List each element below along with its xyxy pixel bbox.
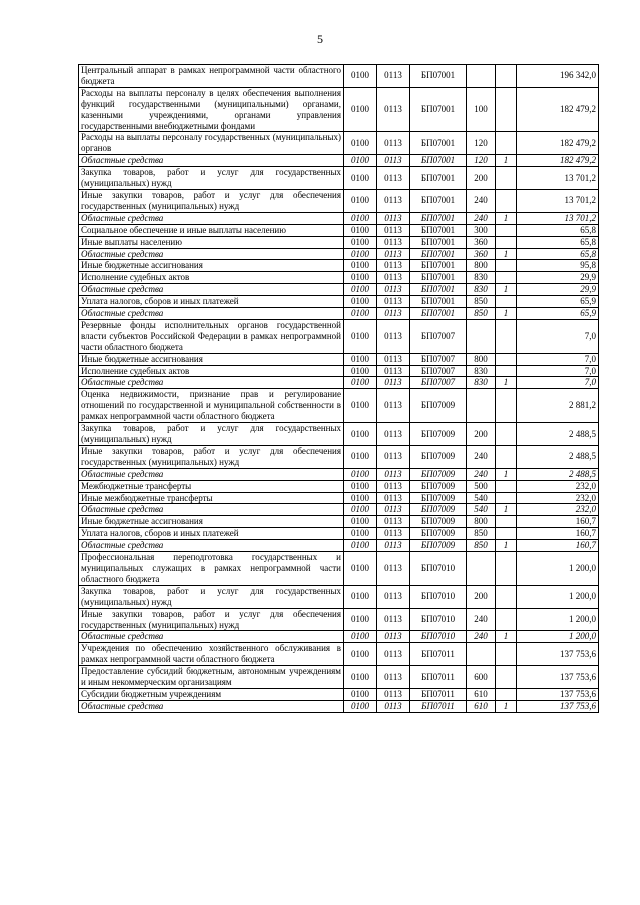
subsection-code-cell: 0113 — [377, 528, 410, 540]
table-row — [79, 423, 599, 446]
page-number: 5 — [317, 32, 323, 46]
expense-type-cell: 850 — [467, 308, 496, 320]
section-code-cell: 0100 — [344, 319, 377, 353]
expense-type-cell: 240 — [467, 189, 496, 212]
expense-name-cell: Областные средства — [79, 468, 344, 480]
expense-type-cell: 800 — [467, 516, 496, 528]
expense-name-cell: Резервные фонды исполнительных органов государственной власти субъектов Российской Федерации в рамках непрограммной части областного бюджета — [79, 319, 344, 353]
source-code-cell — [496, 688, 517, 700]
target-article-cell: БП07007 — [410, 365, 467, 377]
expense-name-cell: Иные закупки товаров, работ и услуг для обеспечения государственных (муниципальных) нужд — [79, 189, 344, 212]
source-code-cell: 1 — [496, 700, 517, 712]
table-row — [79, 492, 599, 504]
expense-name-cell: Иные бюджетные ассигнования — [79, 353, 344, 365]
amount-cell: 13 701,2 — [517, 189, 599, 212]
subsection-code-cell: 0113 — [377, 272, 410, 284]
source-code-cell — [496, 666, 517, 689]
source-code-cell — [496, 480, 517, 492]
subsection-code-cell: 0113 — [377, 132, 410, 155]
amount-cell: 13 701,2 — [517, 167, 599, 190]
subsection-code-cell: 0113 — [377, 585, 410, 608]
section-code-cell: 0100 — [344, 504, 377, 516]
amount-cell: 1 200,0 — [517, 585, 599, 608]
subsection-code-cell: 0113 — [377, 248, 410, 260]
subsection-code-cell: 0113 — [377, 445, 410, 468]
subsection-code-cell: 0113 — [377, 308, 410, 320]
target-article-cell: БП07001 — [410, 87, 467, 132]
section-code-cell: 0100 — [344, 132, 377, 155]
source-code-cell — [496, 65, 517, 88]
expense-type-cell: 500 — [467, 480, 496, 492]
amount-cell: 95,8 — [517, 260, 599, 272]
source-code-cell — [496, 189, 517, 212]
table-row — [79, 643, 599, 666]
expense-type-cell: 300 — [467, 224, 496, 236]
expense-type-cell — [467, 319, 496, 353]
expense-name-cell: Областные средства — [79, 540, 344, 552]
section-code-cell: 0100 — [344, 224, 377, 236]
source-code-cell — [496, 272, 517, 284]
expense-name-cell: Областные средства — [79, 284, 344, 296]
section-code-cell: 0100 — [344, 666, 377, 689]
source-code-cell — [496, 608, 517, 631]
target-article-cell: БП07011 — [410, 688, 467, 700]
expense-type-cell: 240 — [467, 608, 496, 631]
expense-name-cell: Иные закупки товаров, работ и услуг для обеспечения государственных (муниципальных) нужд — [79, 608, 344, 631]
amount-cell: 182 479,2 — [517, 132, 599, 155]
source-code-cell: 1 — [496, 631, 517, 643]
target-article-cell: БП07007 — [410, 353, 467, 365]
subsection-code-cell: 0113 — [377, 212, 410, 224]
expense-name-cell: Субсидии бюджетным учреждениям — [79, 688, 344, 700]
subsection-code-cell: 0113 — [377, 389, 410, 423]
subsection-code-cell: 0113 — [377, 700, 410, 712]
source-code-cell — [496, 132, 517, 155]
table-row — [79, 353, 599, 365]
amount-cell: 65,8 — [517, 248, 599, 260]
expense-type-cell: 120 — [467, 155, 496, 167]
expense-name-cell: Исполнение судебных актов — [79, 365, 344, 377]
expense-name-cell: Иные выплаты населению — [79, 236, 344, 248]
table-row — [79, 445, 599, 468]
source-code-cell — [496, 423, 517, 446]
amount-cell: 160,7 — [517, 540, 599, 552]
expense-name-cell: Расходы на выплаты персоналу в целях обеспечения выполнения функций государственными (муниципальными) органами, казенными учреждениями, органами управления государственными внебюджетными фондами — [79, 87, 344, 132]
table-row — [79, 585, 599, 608]
expense-name-cell: Исполнение судебных актов — [79, 272, 344, 284]
table-row — [79, 608, 599, 631]
section-code-cell: 0100 — [344, 540, 377, 552]
table-row — [79, 552, 599, 586]
subsection-code-cell: 0113 — [377, 260, 410, 272]
section-code-cell: 0100 — [344, 528, 377, 540]
expense-name-cell: Предоставление субсидий бюджетным, автономным учреждениям и иным некоммерческим организациям — [79, 666, 344, 689]
expense-type-cell: 240 — [467, 631, 496, 643]
target-article-cell: БП07009 — [410, 528, 467, 540]
section-code-cell: 0100 — [344, 585, 377, 608]
amount-cell: 29,9 — [517, 284, 599, 296]
expense-name-cell: Областные средства — [79, 308, 344, 320]
source-code-cell — [496, 643, 517, 666]
expense-type-cell: 830 — [467, 272, 496, 284]
target-article-cell: БП07001 — [410, 132, 467, 155]
table-row-regional-funds — [79, 540, 599, 552]
source-code-cell — [496, 236, 517, 248]
section-code-cell: 0100 — [344, 445, 377, 468]
expense-type-cell: 850 — [467, 528, 496, 540]
target-article-cell: БП07009 — [410, 540, 467, 552]
expense-type-cell: 360 — [467, 248, 496, 260]
section-code-cell: 0100 — [344, 248, 377, 260]
subsection-code-cell: 0113 — [377, 284, 410, 296]
expense-name-cell: Социальное обеспечение и иные выплаты населению — [79, 224, 344, 236]
expense-type-cell: 540 — [467, 504, 496, 516]
subsection-code-cell: 0113 — [377, 423, 410, 446]
target-article-cell: БП07011 — [410, 666, 467, 689]
section-code-cell: 0100 — [344, 272, 377, 284]
expense-type-cell: 540 — [467, 492, 496, 504]
expense-type-cell: 800 — [467, 260, 496, 272]
section-code-cell: 0100 — [344, 377, 377, 389]
source-code-cell — [496, 585, 517, 608]
table-row — [79, 272, 599, 284]
subsection-code-cell: 0113 — [377, 296, 410, 308]
expense-type-cell: 610 — [467, 700, 496, 712]
subsection-code-cell: 0113 — [377, 480, 410, 492]
amount-cell: 232,0 — [517, 480, 599, 492]
target-article-cell: БП07009 — [410, 492, 467, 504]
source-code-cell: 1 — [496, 540, 517, 552]
expense-name-cell: Областные средства — [79, 212, 344, 224]
subsection-code-cell: 0113 — [377, 65, 410, 88]
table-row-regional-funds — [79, 468, 599, 480]
amount-cell: 137 753,6 — [517, 666, 599, 689]
section-code-cell: 0100 — [344, 260, 377, 272]
expense-name-cell: Закупка товаров, работ и услуг для государственных (муниципальных) нужд — [79, 585, 344, 608]
table-row — [79, 365, 599, 377]
table-row-regional-funds — [79, 377, 599, 389]
amount-cell: 65,8 — [517, 236, 599, 248]
target-article-cell: БП07011 — [410, 643, 467, 666]
subsection-code-cell: 0113 — [377, 516, 410, 528]
target-article-cell: БП07009 — [410, 445, 467, 468]
target-article-cell: БП07009 — [410, 480, 467, 492]
subsection-code-cell: 0113 — [377, 492, 410, 504]
target-article-cell: БП07001 — [410, 260, 467, 272]
target-article-cell: БП07010 — [410, 631, 467, 643]
section-code-cell: 0100 — [344, 65, 377, 88]
amount-cell: 2 488,5 — [517, 423, 599, 446]
expense-name-cell: Межбюджетные трансферты — [79, 480, 344, 492]
table-row-regional-funds — [79, 700, 599, 712]
table-row-regional-funds — [79, 504, 599, 516]
amount-cell: 196 342,0 — [517, 65, 599, 88]
expense-type-cell: 200 — [467, 585, 496, 608]
source-code-cell — [496, 445, 517, 468]
target-article-cell: БП07001 — [410, 65, 467, 88]
amount-cell: 2 488,5 — [517, 445, 599, 468]
table-row — [79, 87, 599, 132]
section-code-cell: 0100 — [344, 389, 377, 423]
amount-cell: 7,0 — [517, 365, 599, 377]
expense-type-cell: 830 — [467, 377, 496, 389]
target-article-cell: БП07001 — [410, 308, 467, 320]
subsection-code-cell: 0113 — [377, 608, 410, 631]
table-row — [79, 132, 599, 155]
expense-type-cell: 600 — [467, 666, 496, 689]
expense-type-cell: 850 — [467, 540, 496, 552]
section-code-cell: 0100 — [344, 480, 377, 492]
subsection-code-cell: 0113 — [377, 540, 410, 552]
source-code-cell — [496, 389, 517, 423]
target-article-cell: БП07001 — [410, 155, 467, 167]
source-code-cell — [496, 167, 517, 190]
source-code-cell: 1 — [496, 155, 517, 167]
expense-name-cell: Областные средства — [79, 155, 344, 167]
table-row — [79, 528, 599, 540]
source-code-cell — [496, 87, 517, 132]
budget-table — [78, 64, 599, 713]
section-code-cell: 0100 — [344, 631, 377, 643]
source-code-cell — [496, 319, 517, 353]
target-article-cell: БП07009 — [410, 516, 467, 528]
amount-cell: 1 200,0 — [517, 631, 599, 643]
expense-name-cell: Областные средства — [79, 700, 344, 712]
section-code-cell: 0100 — [344, 212, 377, 224]
expense-name-cell: Расходы на выплаты персоналу государственных (муниципальных) органов — [79, 132, 344, 155]
section-code-cell: 0100 — [344, 189, 377, 212]
target-article-cell: БП07007 — [410, 377, 467, 389]
subsection-code-cell: 0113 — [377, 377, 410, 389]
amount-cell: 1 200,0 — [517, 552, 599, 586]
expense-name-cell: Областные средства — [79, 377, 344, 389]
amount-cell: 160,7 — [517, 528, 599, 540]
amount-cell: 160,7 — [517, 516, 599, 528]
source-code-cell: 1 — [496, 248, 517, 260]
section-code-cell: 0100 — [344, 552, 377, 586]
section-code-cell: 0100 — [344, 353, 377, 365]
target-article-cell: БП07009 — [410, 423, 467, 446]
expense-name-cell: Оценка недвижимости, признание прав и регулирование отношений по государственной и муниципальной собственности в рамках непрограммной части областного бюджета — [79, 389, 344, 423]
target-article-cell: БП07010 — [410, 608, 467, 631]
source-code-cell — [496, 516, 517, 528]
expense-name-cell: Иные закупки товаров, работ и услуг для обеспечения государственных (муниципальных) нужд — [79, 445, 344, 468]
source-code-cell: 1 — [496, 377, 517, 389]
table-row — [79, 296, 599, 308]
source-code-cell: 1 — [496, 468, 517, 480]
source-code-cell — [496, 552, 517, 586]
target-article-cell: БП07001 — [410, 236, 467, 248]
expense-type-cell: 240 — [467, 212, 496, 224]
expense-type-cell: 240 — [467, 445, 496, 468]
table-row-regional-funds — [79, 284, 599, 296]
table-row — [79, 224, 599, 236]
expense-name-cell: Закупка товаров, работ и услуг для государственных (муниципальных) нужд — [79, 167, 344, 190]
table-row — [79, 65, 599, 88]
target-article-cell: БП07001 — [410, 224, 467, 236]
expense-type-cell: 100 — [467, 87, 496, 132]
table-row — [79, 189, 599, 212]
expense-type-cell: 360 — [467, 236, 496, 248]
subsection-code-cell: 0113 — [377, 468, 410, 480]
expense-type-cell — [467, 65, 496, 88]
amount-cell: 232,0 — [517, 492, 599, 504]
amount-cell: 137 753,6 — [517, 700, 599, 712]
subsection-code-cell: 0113 — [377, 87, 410, 132]
subsection-code-cell: 0113 — [377, 236, 410, 248]
source-code-cell — [496, 492, 517, 504]
section-code-cell: 0100 — [344, 296, 377, 308]
table-row-regional-funds — [79, 248, 599, 260]
section-code-cell: 0100 — [344, 167, 377, 190]
target-article-cell: БП07009 — [410, 389, 467, 423]
expense-type-cell: 610 — [467, 688, 496, 700]
expense-type-cell: 830 — [467, 284, 496, 296]
table-row — [79, 167, 599, 190]
expense-type-cell: 120 — [467, 132, 496, 155]
amount-cell: 29,9 — [517, 272, 599, 284]
amount-cell: 65,9 — [517, 308, 599, 320]
expense-name-cell: Профессиональная переподготовка государственных и муниципальных служащих в рамках непрограммной части областного бюджета — [79, 552, 344, 586]
subsection-code-cell: 0113 — [377, 155, 410, 167]
amount-cell: 65,9 — [517, 296, 599, 308]
expense-type-cell: 200 — [467, 167, 496, 190]
amount-cell: 65,8 — [517, 224, 599, 236]
table-row-regional-funds — [79, 308, 599, 320]
source-code-cell: 1 — [496, 308, 517, 320]
subsection-code-cell: 0113 — [377, 319, 410, 353]
table-row — [79, 666, 599, 689]
subsection-code-cell: 0113 — [377, 666, 410, 689]
table-row-regional-funds — [79, 212, 599, 224]
expense-type-cell — [467, 552, 496, 586]
expense-type-cell — [467, 389, 496, 423]
amount-cell: 7,0 — [517, 377, 599, 389]
section-code-cell: 0100 — [344, 643, 377, 666]
source-code-cell — [496, 528, 517, 540]
target-article-cell: БП07001 — [410, 212, 467, 224]
section-code-cell: 0100 — [344, 284, 377, 296]
subsection-code-cell: 0113 — [377, 552, 410, 586]
target-article-cell: БП07011 — [410, 700, 467, 712]
subsection-code-cell: 0113 — [377, 688, 410, 700]
amount-cell: 13 701,2 — [517, 212, 599, 224]
target-article-cell: БП07001 — [410, 296, 467, 308]
section-code-cell: 0100 — [344, 516, 377, 528]
target-article-cell: БП07007 — [410, 319, 467, 353]
source-code-cell: 1 — [496, 504, 517, 516]
expense-type-cell: 200 — [467, 423, 496, 446]
expense-name-cell: Уплата налогов, сборов и иных платежей — [79, 528, 344, 540]
table-row-regional-funds — [79, 631, 599, 643]
expense-name-cell: Закупка товаров, работ и услуг для государственных (муниципальных) нужд — [79, 423, 344, 446]
section-code-cell: 0100 — [344, 308, 377, 320]
subsection-code-cell: 0113 — [377, 643, 410, 666]
section-code-cell: 0100 — [344, 492, 377, 504]
expense-name-cell: Центральный аппарат в рамках непрограммной части областного бюджета — [79, 65, 344, 88]
target-article-cell: БП07009 — [410, 468, 467, 480]
expense-name-cell: Уплата налогов, сборов и иных платежей — [79, 296, 344, 308]
amount-cell: 2 881,2 — [517, 389, 599, 423]
amount-cell: 137 753,6 — [517, 643, 599, 666]
section-code-cell: 0100 — [344, 87, 377, 132]
table-row — [79, 319, 599, 353]
table-row — [79, 480, 599, 492]
target-article-cell: БП07009 — [410, 504, 467, 516]
expense-type-cell: 850 — [467, 296, 496, 308]
source-code-cell — [496, 296, 517, 308]
subsection-code-cell: 0113 — [377, 353, 410, 365]
source-code-cell — [496, 353, 517, 365]
section-code-cell: 0100 — [344, 700, 377, 712]
section-code-cell: 0100 — [344, 608, 377, 631]
amount-cell: 232,0 — [517, 504, 599, 516]
section-code-cell: 0100 — [344, 155, 377, 167]
expense-name-cell: Областные средства — [79, 504, 344, 516]
source-code-cell — [496, 260, 517, 272]
table-row — [79, 236, 599, 248]
target-article-cell: БП07001 — [410, 189, 467, 212]
amount-cell: 137 753,6 — [517, 688, 599, 700]
expense-type-cell — [467, 643, 496, 666]
expense-name-cell: Иные бюджетные ассигнования — [79, 516, 344, 528]
source-code-cell — [496, 365, 517, 377]
expense-type-cell: 800 — [467, 353, 496, 365]
expense-type-cell: 240 — [467, 468, 496, 480]
table-row — [79, 516, 599, 528]
target-article-cell: БП07010 — [410, 552, 467, 586]
table-row — [79, 389, 599, 423]
subsection-code-cell: 0113 — [377, 167, 410, 190]
target-article-cell: БП07001 — [410, 284, 467, 296]
amount-cell: 2 488,5 — [517, 468, 599, 480]
expense-name-cell: Иные бюджетные ассигнования — [79, 260, 344, 272]
target-article-cell: БП07010 — [410, 585, 467, 608]
amount-cell: 182 479,2 — [517, 87, 599, 132]
source-code-cell — [496, 224, 517, 236]
source-code-cell: 1 — [496, 212, 517, 224]
subsection-code-cell: 0113 — [377, 189, 410, 212]
target-article-cell: БП07001 — [410, 248, 467, 260]
subsection-code-cell: 0113 — [377, 631, 410, 643]
table-row — [79, 688, 599, 700]
source-code-cell: 1 — [496, 284, 517, 296]
subsection-code-cell: 0113 — [377, 224, 410, 236]
budget-table-body — [79, 65, 599, 713]
table-row-regional-funds — [79, 155, 599, 167]
amount-cell: 182 479,2 — [517, 155, 599, 167]
expense-name-cell: Иные межбюджетные трансферты — [79, 492, 344, 504]
subsection-code-cell: 0113 — [377, 504, 410, 516]
section-code-cell: 0100 — [344, 468, 377, 480]
target-article-cell: БП07001 — [410, 272, 467, 284]
expense-name-cell: Областные средства — [79, 631, 344, 643]
section-code-cell: 0100 — [344, 236, 377, 248]
section-code-cell: 0100 — [344, 688, 377, 700]
expense-name-cell: Областные средства — [79, 248, 344, 260]
amount-cell: 7,0 — [517, 319, 599, 353]
amount-cell: 1 200,0 — [517, 608, 599, 631]
table-row — [79, 260, 599, 272]
section-code-cell: 0100 — [344, 365, 377, 377]
subsection-code-cell: 0113 — [377, 365, 410, 377]
expense-name-cell: Учреждения по обеспечению хозяйственного обслуживания в рамках непрограммной части областного бюджета — [79, 643, 344, 666]
target-article-cell: БП07001 — [410, 167, 467, 190]
amount-cell: 7,0 — [517, 353, 599, 365]
section-code-cell: 0100 — [344, 423, 377, 446]
expense-type-cell: 830 — [467, 365, 496, 377]
